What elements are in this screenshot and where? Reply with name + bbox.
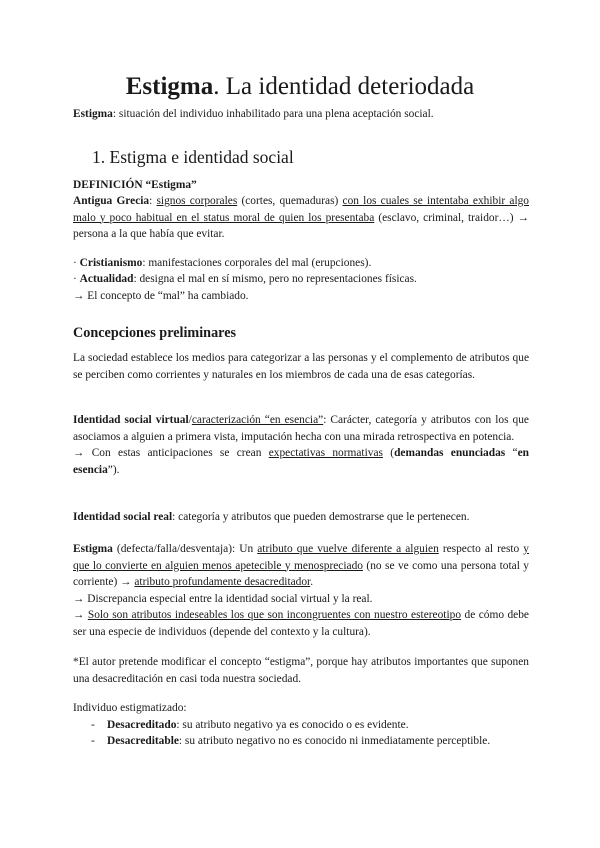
paragraph-estigma: Estigma (defecta/falla/desventaja): Un atributo que vuelve diferente a alguien respecto al resto y que lo convierte en alguien menos apetecible y menospreciado (no se ve como una persona total y corriente) → atributo profundamente desacreditador. → Discrepancia especial entre la identidad social virtual y la real. → Solo son atributos indeseables los que son incongruentes con nuestro estereotipo de cómo debe ser una especie de individuos (depende del contexto y la cultura).: [73, 543, 529, 638]
definicion-label: DEFINICIÓN “Estigma”: [73, 179, 197, 191]
bullet-actualidad: · Actualidad: designa el mal en sí mismo, pero no representaciones físicas.: [73, 273, 417, 285]
intro-definition: Estigma: situación del individuo inhabilitado para una plena aceptación social.: [73, 108, 434, 120]
list-item: - Desacreditable: su atributo negativo no es conocido ni inmediatamente perceptible.: [91, 735, 491, 747]
section-heading-1: 1. Estigma e identidad social: [92, 147, 294, 167]
section-heading-2: Concepciones preliminares: [73, 325, 237, 341]
individuo-list: [73, 700, 529, 750]
list-item: - Desacreditado: su atributo negativo ya es conocido o es evidente.: [91, 718, 409, 731]
bullet-cristianismo: · Cristianismo: manifestaciones corporales del mal (erupciones).: [73, 257, 372, 269]
paragraph-identidad-virtual: Identidad social virtual/caracterización “en esencia”: Carácter, categoría y atributos con los que asociamos a alguien a primera vista, imputación hecha con una mirada retrospectiva en potencia. → Con estas anticipaciones se crean expectativas normativas (demandas enunciadas “en esencia”).: [73, 414, 529, 476]
individuo-label: Individuo estigmatizado:: [73, 702, 187, 714]
paragraph-sociedad: La sociedad establece los medios para categorizar a las personas y el complemento de atributos que se perciben como corrientes y naturales en los miembros de cada una de esas categorías.: [73, 352, 529, 381]
page-title: Estigma. La identidad deteriodada: [125, 73, 475, 100]
bullet-mal: → El concepto de “mal” ha cambiado.: [73, 290, 249, 302]
paragraph-note: *El autor pretende modificar el concepto “estigma”, porque hay atributos importantes que suponen una desacreditación en casi toda nuestra sociedad.: [73, 656, 529, 685]
paragraph-identidad-real: Identidad social real: categoría y atributos que pueden demostrarse que le pertenecen.: [73, 511, 470, 523]
grecia-paragraph: Antigua Grecia: signos corporales (cortes, quemaduras) con los cuales se intentaba exhibir algo malo y poco habitual en el status moral de quien los presentaba (esclavo, criminal, traidor…) → persona a la que había que evitar.: [73, 195, 529, 240]
